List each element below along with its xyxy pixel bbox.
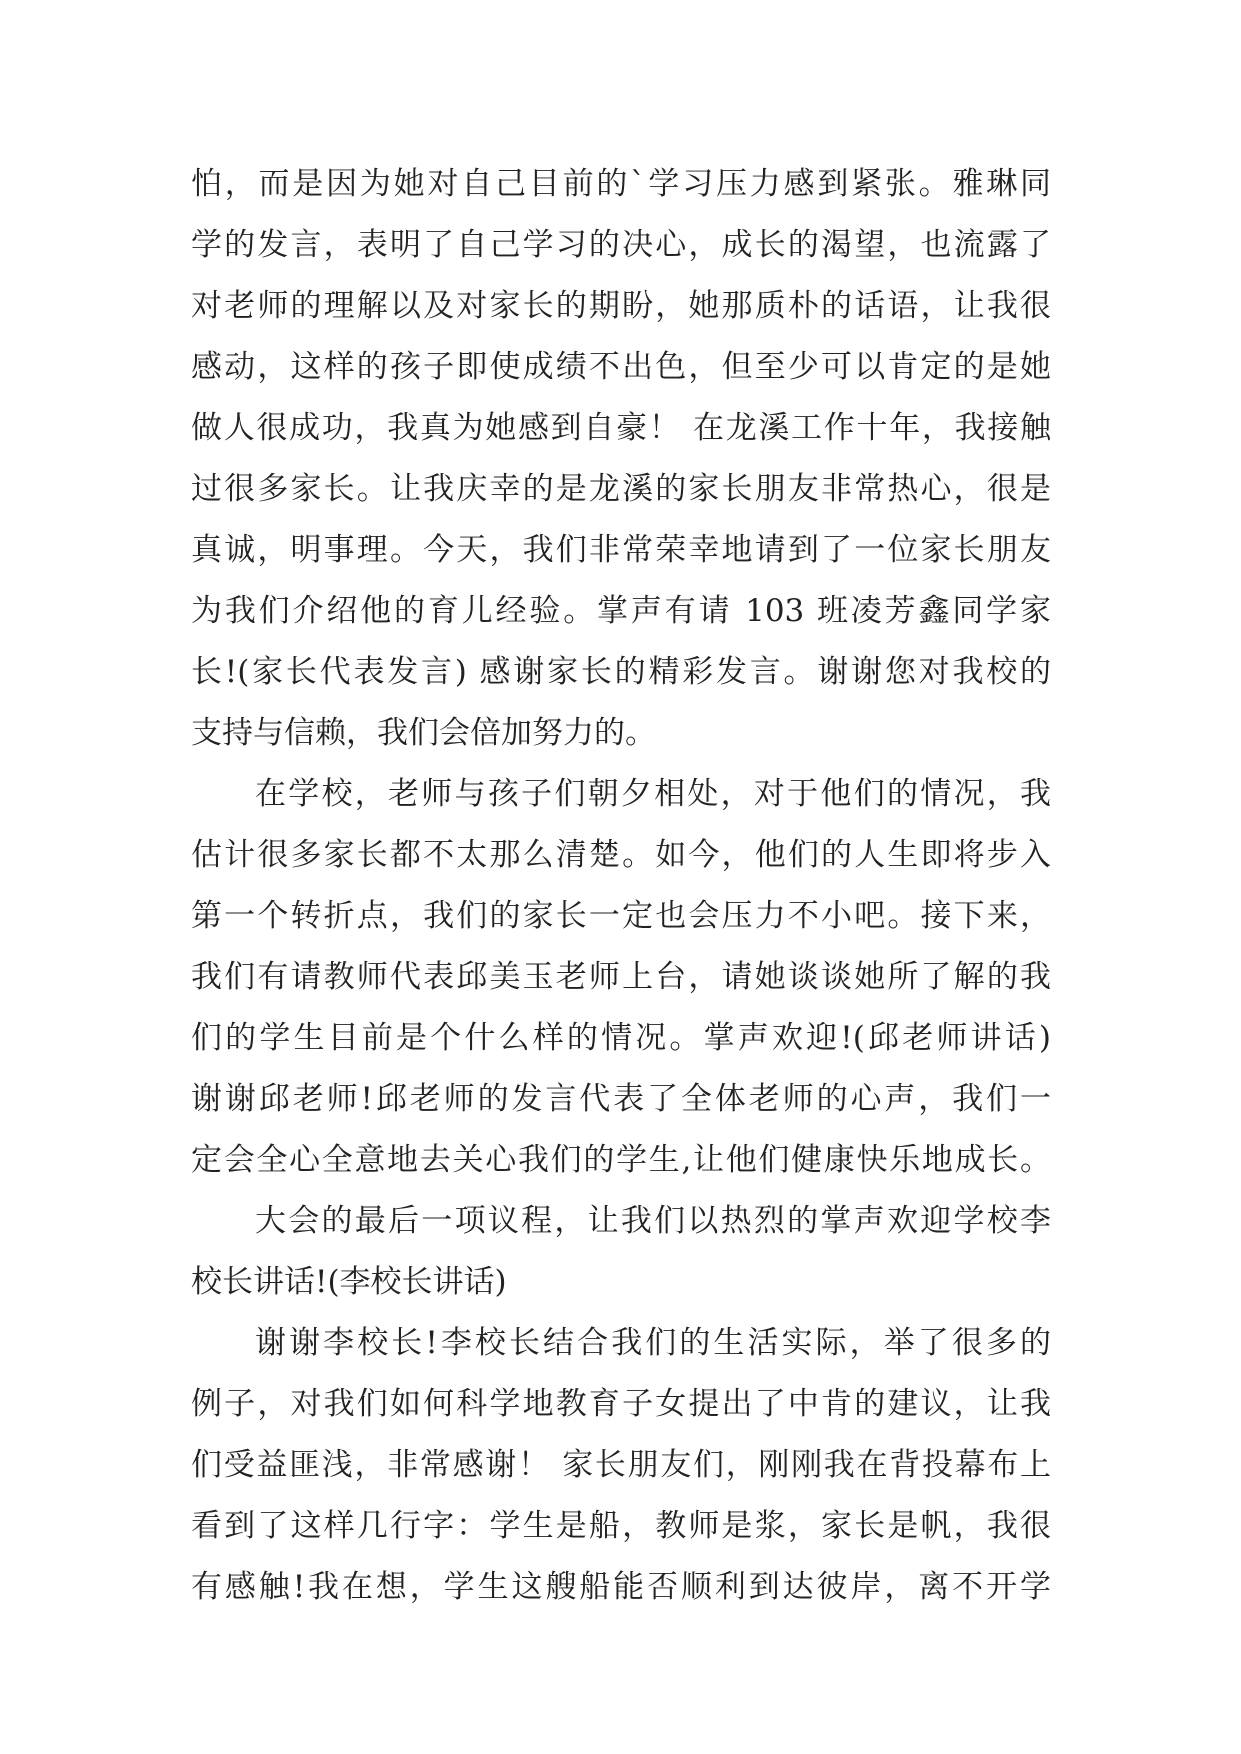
text-line: 第一个转折点，我们的家长一定也会压力不小吧。接下来， xyxy=(191,898,1051,934)
text-line: 大会的最后一项议程，让我们以热烈的掌声欢迎学校李 xyxy=(255,1203,1051,1239)
text-line: 看到了这样几行字：学生是船，教师是浆，家长是帆，我很 xyxy=(191,1508,1051,1544)
text-line: 定会全心全意地去关心我们的学生,让他们健康快乐地成长。 xyxy=(191,1142,1051,1178)
text-line: 在学校，老师与孩子们朝夕相处，对于他们的情况，我 xyxy=(255,776,1051,812)
text-line: 谢谢邱老师!邱老师的发言代表了全体老师的心声，我们一 xyxy=(191,1081,1051,1117)
text-line: 为我们介绍他的育儿经验。掌声有请 103 班凌芳鑫同学家 xyxy=(191,593,1051,629)
text-line: 支持与信赖，我们会倍加努力的。 xyxy=(191,715,656,751)
text-line: 感动，这样的孩子即使成绩不出色，但至少可以肯定的是她 xyxy=(191,349,1051,385)
text-line: 对老师的理解以及对家长的期盼，她那质朴的话语，让我很 xyxy=(191,288,1051,324)
text-line: 谢谢李校长!李校长结合我们的生活实际，举了很多的 xyxy=(255,1325,1051,1361)
text-line: 真诚，明事理。今天，我们非常荣幸地请到了一位家长朋友 xyxy=(191,532,1051,568)
text-line: 长!(家长代表发言) 感谢家长的精彩发言。谢谢您对我校的 xyxy=(191,654,1051,690)
body-text xyxy=(191,154,1051,1618)
text-line: 校长讲话!(李校长讲话) xyxy=(191,1264,507,1300)
text-line: 做人很成功，我真为她感到自豪！ 在龙溪工作十年，我接触 xyxy=(191,410,1051,446)
text-line: 我们有请教师代表邱美玉老师上台，请她谈谈她所了解的我 xyxy=(191,959,1051,995)
text-line: 们的学生目前是个什么样的情况。掌声欢迎!(邱老师讲话) xyxy=(191,1020,1051,1056)
text-line: 怕，而是因为她对自己目前的`学习压力感到紧张。雅琳同 xyxy=(191,166,1051,202)
text-line: 学的发言，表明了自己学习的决心，成长的渴望，也流露了 xyxy=(191,227,1051,263)
text-line: 例子，对我们如何科学地教育子女提出了中肯的建议，让我 xyxy=(191,1386,1051,1422)
text-line: 过很多家长。让我庆幸的是龙溪的家长朋友非常热心，很是 xyxy=(191,471,1051,507)
text-line: 有感触!我在想，学生这艘船能否顺利到达彼岸，离不开学 xyxy=(191,1569,1051,1605)
text-line: 估计很多家长都不太那么清楚。如今，他们的人生即将步入 xyxy=(191,837,1051,873)
text-line: 们受益匪浅，非常感谢！ 家长朋友们，刚刚我在背投幕布上 xyxy=(191,1447,1051,1483)
